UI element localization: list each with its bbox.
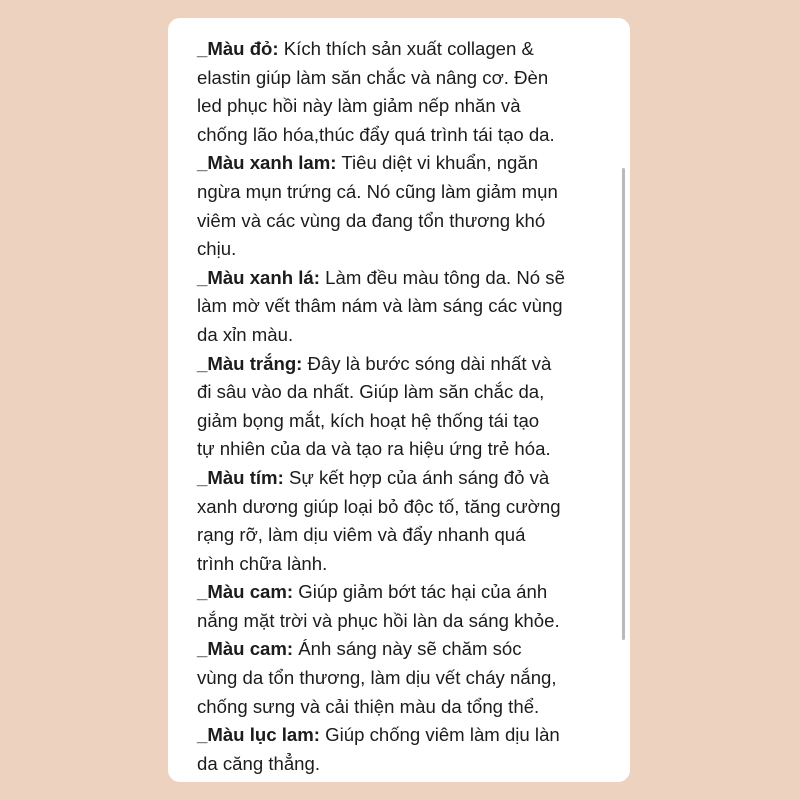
section-label-orange-2: _Màu cam:	[197, 638, 294, 660]
text-line: _Màu trắng: Đây là bước sóng dài nhất và	[197, 352, 552, 374]
text-line: _Màu đỏ: Kích thích sản xuất collagen &	[197, 38, 534, 59]
text-line: làm mờ vết thâm nám và làm sáng các vùng	[197, 295, 563, 317]
text-line: tự nhiên của da và tạo ra hiệu ứng trẻ hóa.	[197, 438, 551, 460]
section-label-red: _Màu đỏ:	[197, 38, 279, 59]
text-line: led phục hồi này làm giảm nếp nhăn và	[197, 95, 521, 117]
text-line: _Màu lục lam: Giúp chống viêm làm dịu làn	[197, 724, 560, 746]
text-line: _Màu xanh lam: Tiêu diệt vi khuẩn, ngăn	[197, 152, 539, 174]
text-line: nắng mặt trời và phục hồi làn da sáng khỏe.	[197, 609, 560, 631]
text-line: viêm và các vùng da đang tổn thương khó	[197, 209, 546, 231]
text-line: _Màu tím: Sự kết hợp của ánh sáng đỏ và	[197, 466, 550, 488]
text-line: đi sâu vào da nhất. Giúp làm săn chắc da,	[197, 381, 545, 403]
text-line: chịu.	[197, 238, 237, 260]
section-label-blue: _Màu xanh lam:	[197, 152, 337, 174]
note-card	[168, 18, 630, 782]
text-line: vùng da tổn thương, làm dịu vết cháy nắng,	[197, 667, 557, 689]
section-label-purple: _Màu tím:	[197, 466, 284, 488]
text-line: da xỉn màu.	[197, 323, 294, 345]
text-line: rạng rỡ, làm dịu viêm và đẩy nhanh quá	[197, 524, 526, 546]
section-label-cyan: _Màu lục lam:	[197, 724, 320, 746]
text-line: giảm bọng mắt, kích hoạt hệ thống tái tạo	[197, 409, 540, 431]
section-label-white: _Màu trắng:	[197, 352, 303, 374]
section-label-orange: _Màu cam:	[197, 581, 294, 603]
text-line: xanh dương giúp loại bỏ độc tố, tăng cường	[197, 495, 561, 517]
text-line: trình chữa lành.	[197, 552, 328, 574]
text-line: elastin giúp làm săn chắc và nâng cơ. Đèn	[197, 66, 549, 88]
text-line: chống sưng và cải thiện màu da tổng thể.	[197, 695, 540, 717]
text-line: chống lão hóa,thúc đẩy quá trình tái tạo da.	[197, 123, 555, 145]
text-line: ngừa mụn trứng cá. Nó cũng làm giảm mụn	[197, 180, 558, 202]
note-text[interactable]	[197, 35, 617, 778]
vertical-scrollbar[interactable]	[622, 168, 625, 640]
section-label-green: _Màu xanh lá:	[197, 266, 320, 288]
text-line: _Màu cam: Ánh sáng này sẽ chăm sóc	[197, 638, 522, 660]
text-line: _Màu xanh lá: Làm đều màu tông da. Nó sẽ	[197, 266, 565, 288]
text-line: _Màu cam: Giúp giảm bớt tác hại của ánh	[197, 581, 548, 603]
text-line: da căng thẳng.	[197, 752, 321, 774]
